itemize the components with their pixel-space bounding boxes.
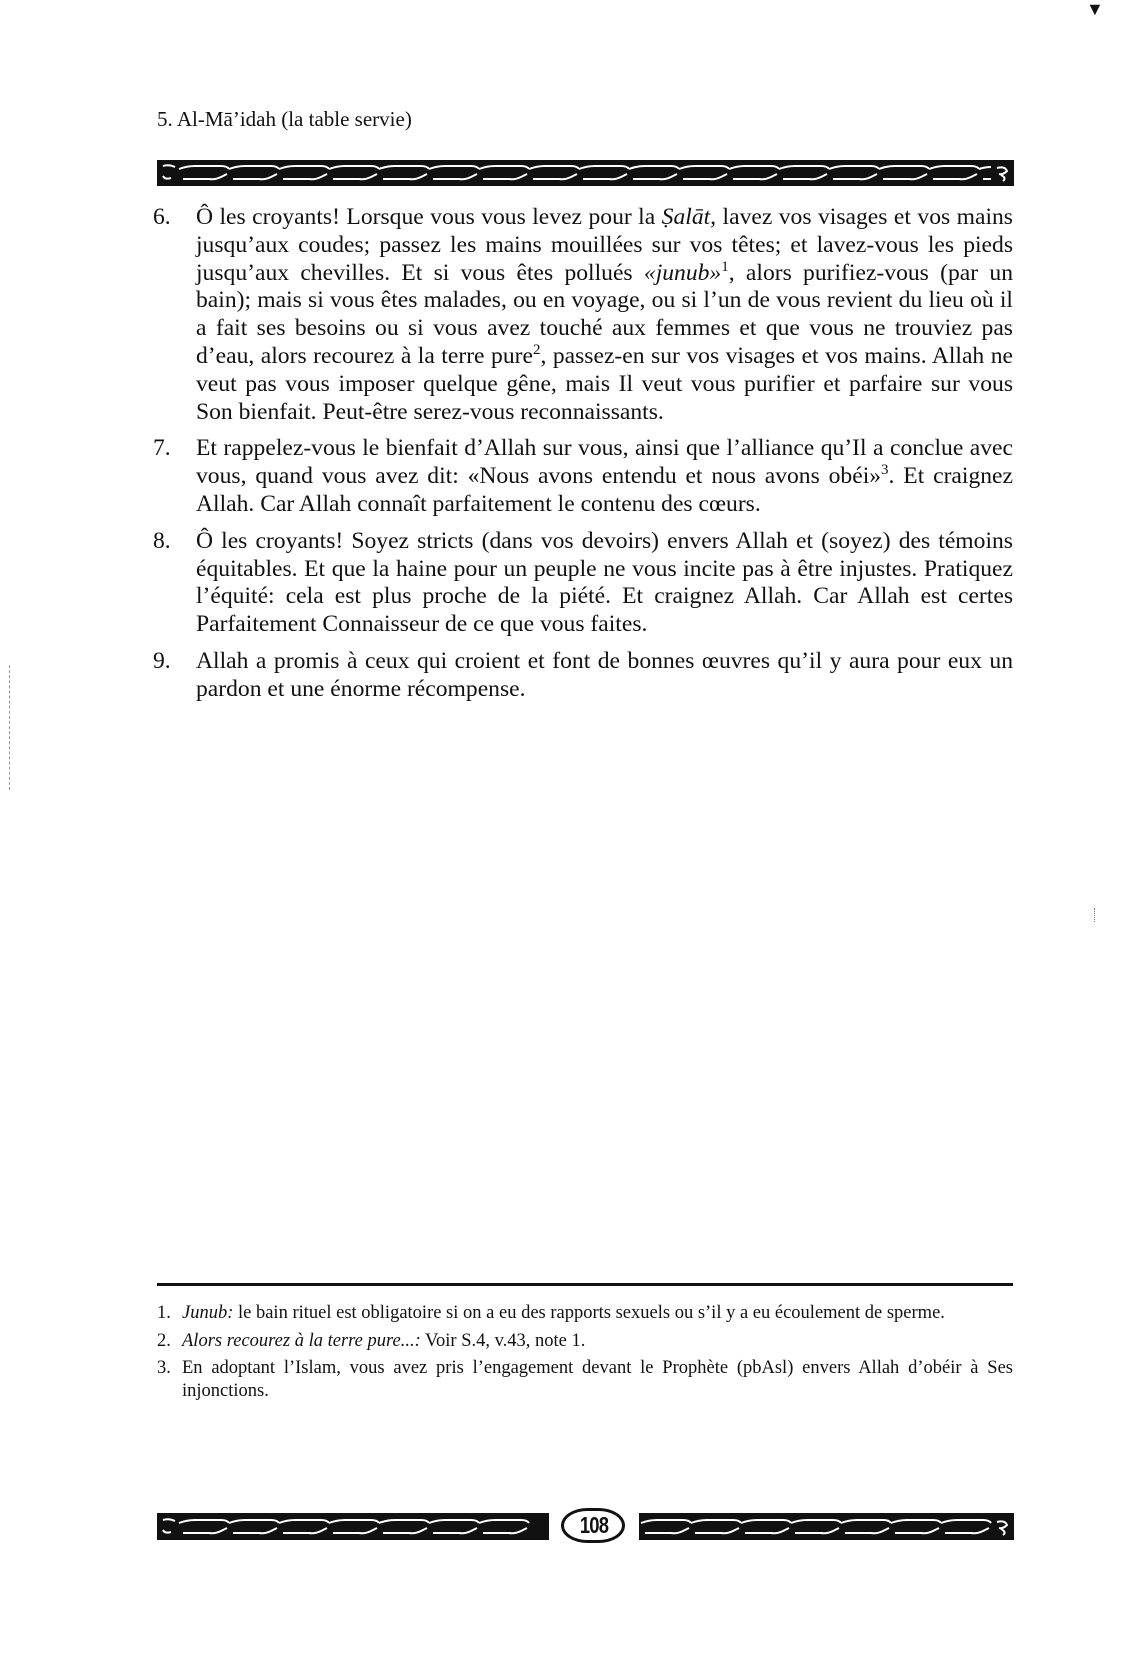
footnote-term: Junub: xyxy=(182,1303,234,1323)
footnote-3 xyxy=(157,1357,1013,1402)
top-ornament-pattern xyxy=(157,160,1014,186)
page-number: 108 xyxy=(579,1512,609,1538)
verse-text: , alors purifiez-vous (par un bain); mais si vous êtes malades, ou en voyage, ou si l’un de vous revient du lieu où il a fait ses besoins ou si vous avez touché aux femmes et que vous ne trouviez pas d’eau, alors recourez à la terre pure xyxy=(196,259,1013,369)
verse-7 xyxy=(153,435,1013,518)
footnote-ref-2: 2 xyxy=(532,342,541,359)
footnote-number: 1. xyxy=(157,1303,171,1323)
verse-text: lavez vos visages et vos mains jusqu’aux coudes; passez les mains mouillées sur vos têtes; et lavez-vous les pieds jusqu’aux chevilles. Et si vous êtes pollués xyxy=(196,204,1013,286)
running-head: 5. Al-Mā’idah (la table servie) xyxy=(157,107,412,131)
verse-6 xyxy=(153,204,1013,426)
scan-artifact-dot xyxy=(1094,908,1096,922)
verse-number: 6. xyxy=(153,204,171,230)
footnote-2 xyxy=(157,1330,1013,1353)
footnote-number: 2. xyxy=(157,1330,171,1351)
verse-text: Allah a promis à ceux qui croient et font de bonnes œuvres qu’il y aura pour eux un pardon et une énorme récompense. xyxy=(196,647,1013,702)
verse-text: , passez-en sur vos visages et vos mains. Allah ne veut pas vous imposer quelque gêne, mais Il veut vous purifier et parfaire sur vous Son bienfait. Peut-être serez-vous reconnaissants. xyxy=(196,342,1013,425)
verse-8 xyxy=(153,528,1013,639)
top-ornament-band xyxy=(157,160,1014,186)
verse-text: Ô les croyants! Lorsque vous vous levez pour la xyxy=(196,204,662,230)
verse-text: . Et craignez Allah. Car Allah connaît parfaitement le contenu des cœurs. xyxy=(196,463,1013,517)
footnote-text: En adoptant l’Islam, vous avez pris l’engagement devant le Prophète (pbAsl) envers Allah d’obéir à Ses injonctions. xyxy=(182,1358,1013,1401)
scan-artifact-line xyxy=(9,665,10,790)
footnote-number: 3. xyxy=(157,1358,171,1378)
footnote-text: le bain rituel est obligatoire si on a eu des rapports sexuels ou s’il y a eu écoulement de sperme. xyxy=(233,1303,945,1323)
footnote-ref-3: 3 xyxy=(881,462,889,479)
footnote-text: Voir S.4, v.43, note 1. xyxy=(420,1330,586,1351)
corner-mark: ▼ xyxy=(1086,0,1104,19)
footnote-term: Alors recourez à la terre pure...: xyxy=(182,1330,421,1351)
junub-term: «junub» xyxy=(643,259,722,286)
verse-text: Et rappelez-vous le bienfait d’Allah sur vous, ainsi que l’alliance qu’Il a conclue avec vous, quand vous avez dit: «Nous avons entendu et nous avons obéi» xyxy=(196,435,1013,490)
verse-number: 9. xyxy=(153,647,171,674)
verse-number: 8. xyxy=(153,527,171,554)
verse-text: Ô les croyants! Soyez stricts (dans vos devoirs) envers Allah et (soyez) des témoins équitables. Et que la haine pour un peuple ne vous incite pas à être injustes. Pratiquez l’équité: cela est plus proche de la piété. Et craignez Allah. Car Allah est certes Parfaitement Connaisseur de ce que vous faites. xyxy=(196,527,1013,638)
verse-number: 7. xyxy=(153,435,171,462)
verses xyxy=(153,204,1013,713)
page-number-badge xyxy=(549,1506,639,1546)
footnote-divider xyxy=(157,1283,1013,1286)
salat-term: Ṣalāt, xyxy=(661,204,717,230)
verse-9 xyxy=(153,648,1013,704)
footnote-1 xyxy=(157,1302,1013,1325)
footnotes xyxy=(157,1302,1013,1407)
footnote-ref-1: 1 xyxy=(721,258,729,275)
